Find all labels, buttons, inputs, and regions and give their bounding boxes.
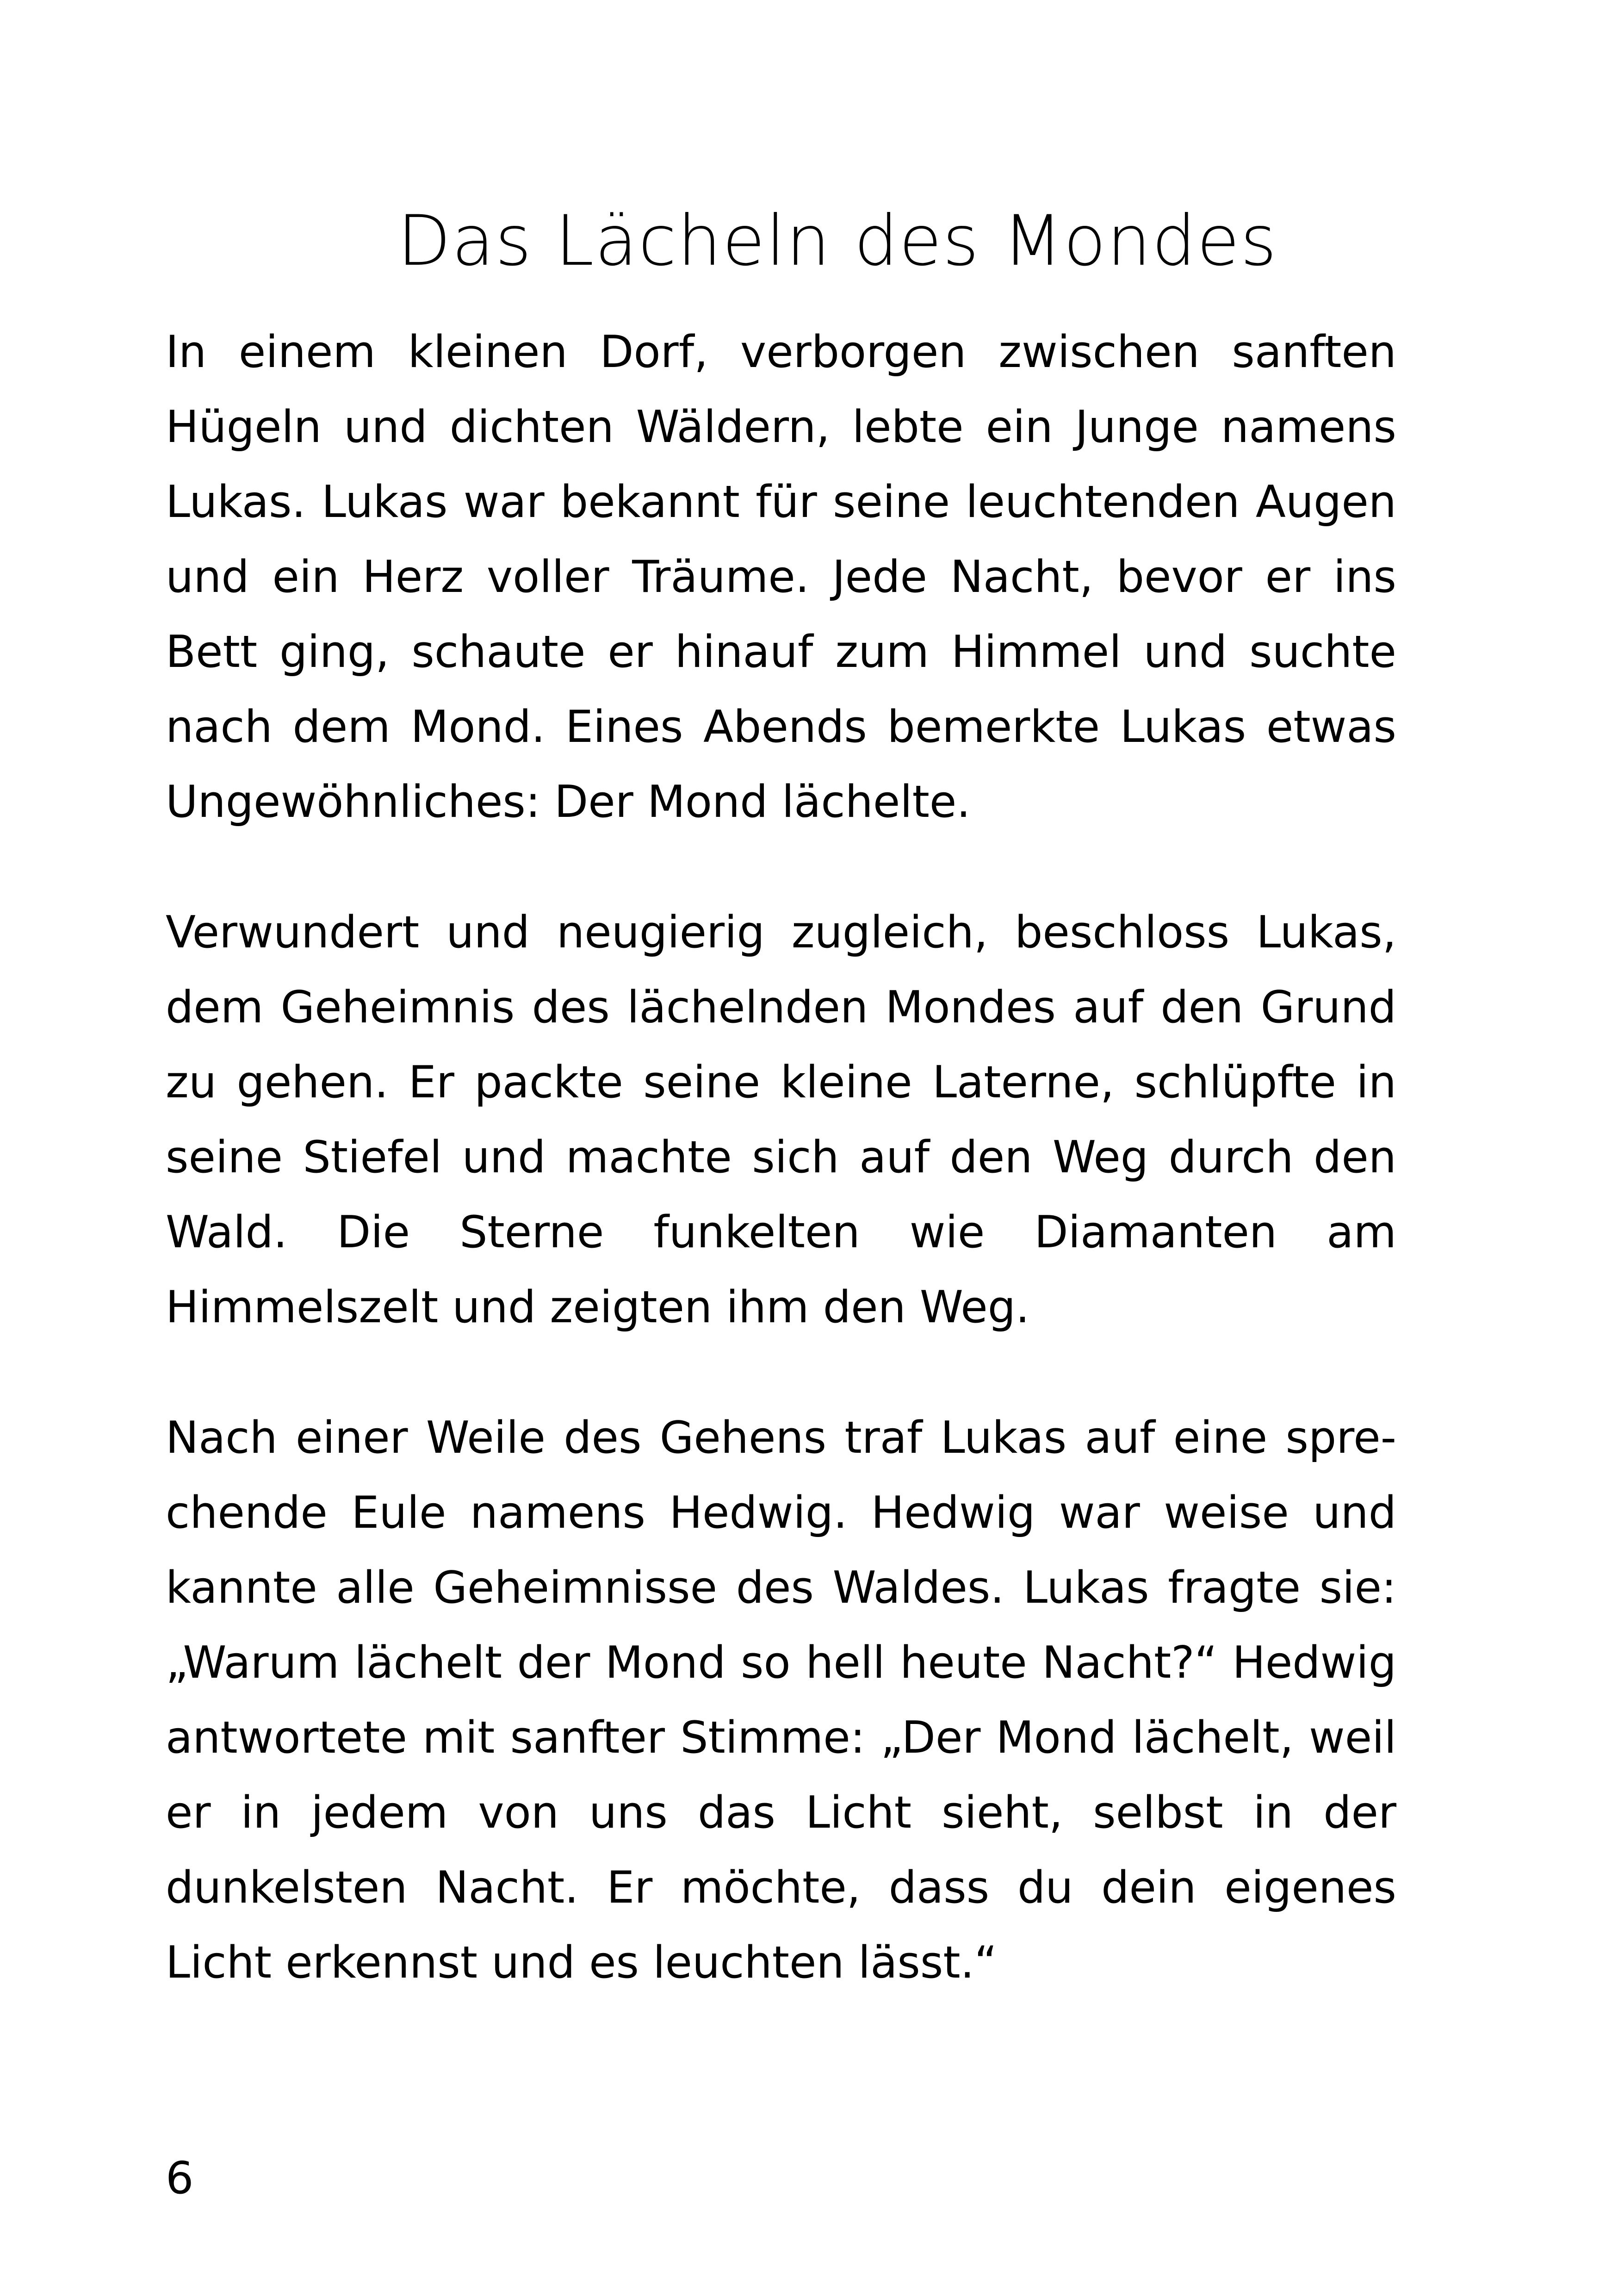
paragraph-3: Nach einer Weile des Gehens traf Lukas auf eine sprechende Eule namens Hedwig. Hedwig war weise und kannte alle Geheimnisse des Waldes. Lukas fragte sie: „Warum lächelt der Mond so hell heute Nacht?“ Hedwig antwortete mit sanfter Stimme: „Der Mond lächelt, weil er in jedem von uns das Licht sieht, selbst in der dunkelsten Nacht. Er möchte, dass du dein eigenes Licht erkennst und es leuchten lässt.“ xyxy=(166,1412,1396,1988)
page-number: 6 xyxy=(166,2153,194,2204)
paragraph-2: Verwundert und neugierig zugleich, beschloss Lukas, dem Geheimnis des lächelnden Mondes auf den Grund zu gehen. Er packte seine kleine Laterne, schlüpfte in seine Stiefel und machte sich auf den Weg durch den Wald. Die Sterne funkelten wie Diamanten am Himmelszelt und zeigten ihm den Weg. xyxy=(166,907,1396,1333)
page-title: Das Lächeln des Mondes xyxy=(397,200,1278,281)
paragraph-1: In einem kleinen Dorf, verborgen zwischen sanften Hügeln und dichten Wäldern, lebte ein Junge namens Lukas. Lukas war bekannt für seine leuchtenden Augen und ein Herz voller Träume. Jede Nacht, bevor er ins Bett ging, schaute er hinauf zum Himmel und suchte nach dem Mond. Eines Abends bemerkte Lukas etwas Ungewöhnliches: Der Mond lächelte. xyxy=(166,327,1396,828)
story-text xyxy=(166,315,1396,2056)
